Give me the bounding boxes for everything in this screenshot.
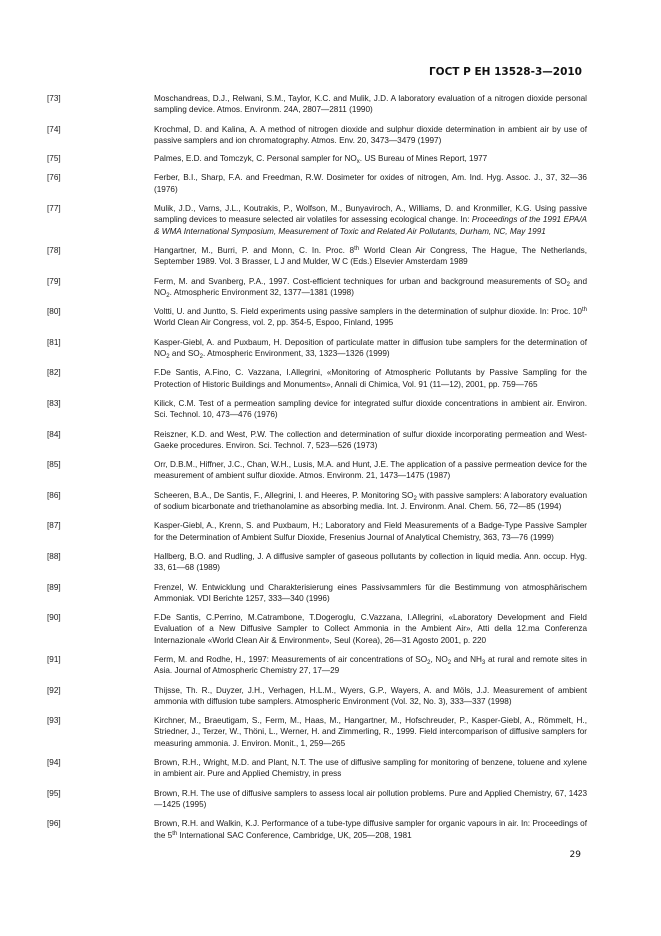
reference-text <box>154 398 587 421</box>
reference-entry <box>47 172 587 195</box>
reference-number: [79] <box>47 276 61 286</box>
reference-entry <box>47 93 587 116</box>
superscript-text: th <box>581 307 587 314</box>
text-segment: Brown, R.H. and Walkin, K.J. Performance of a tube-type diffusive sampler for organic vapours in air. In: Proceedings of the 5 <box>154 819 587 840</box>
reference-entry <box>47 367 587 390</box>
reference-text <box>154 93 587 116</box>
reference-number: [82] <box>47 368 61 378</box>
reference-text <box>154 654 587 677</box>
reference-number: [95] <box>47 788 61 798</box>
reference-entry <box>47 398 587 421</box>
text-segment: at rural and remote sites in Asia. Journal of Atmospheric Chemistry 27, 17—29 <box>154 654 587 676</box>
text-segment: . US Bureau of Mines Report, 1977 <box>359 154 488 164</box>
text-segment: Moschandreas, D.J., Relwani, S.M., Taylor, K.C. and Mulik, J.D. A laboratory evaluation of a nitrogen dioxide personal sampling device. Atmos. Environm. 24A, 2807—2811 (1990) <box>154 94 587 115</box>
text-segment: Voltti, U. and Juntto, S. Field experiments using passive samplers in the determination of sulphur dioxide. In: Proc. 10 <box>154 307 582 317</box>
subscript-text: 2 <box>166 292 170 299</box>
text-segment: Thijsse, Th. R., Duyzer, J.H., Verhagen, H.L.M., Wyers, G.P., Wayers, A. and Möls, J.J. Measurement of ambient ammonia with diffusion tube samplers. Atmospheric Environment (Vol. 32, No. 3), 333—337 (1998) <box>154 685 587 706</box>
reference-number: [81] <box>47 337 61 347</box>
reference-number: [90] <box>47 613 61 623</box>
reference-text <box>154 788 587 811</box>
reference-entry <box>47 612 587 646</box>
reference-text <box>154 337 587 360</box>
text-segment: . Atmospheric Environment 32, 1377—1381 (1998) <box>169 287 354 297</box>
text-segment: and NH <box>451 654 482 664</box>
reference-text <box>154 818 587 841</box>
reference-text <box>154 124 587 147</box>
text-segment: Ferm, M. and Svanberg, P.A., 1997. Cost-efficient techniques for urban and background measurements of SO <box>154 276 567 286</box>
reference-text <box>154 306 587 329</box>
reference-number: [91] <box>47 654 61 664</box>
text-segment: Brown, R.H. The use of diffusive samplers to assess local air pollution problems. Pure and Applied Chemistry, 67, 1423—1425 (1995) <box>154 788 587 809</box>
subscript-text: 2 <box>199 354 204 361</box>
reference-text <box>154 245 587 268</box>
reference-text <box>154 685 587 708</box>
superscript-text: th <box>354 245 360 252</box>
subscript-text: 2 <box>566 281 570 288</box>
text-segment: Kirchner, M., Braeutigam, S., Ferm, M., Haas, M., Hangartner, M., Hofschreuder, P., Kasper-Giebl, A., Römmelt, H., Striedner, J., Terzer, W., Thöni, L., Werner, H. and Zimmerling, R., 1999. Field intercomparison of diffusive samplers for measuring ammonia. J. Environ. Monit., 1, 259—265 <box>154 716 587 748</box>
reference-text <box>154 551 587 574</box>
reference-number: [73] <box>47 94 61 103</box>
subscript-text: x <box>356 159 360 166</box>
reference-entry <box>47 520 587 543</box>
reference-entry <box>47 306 587 329</box>
text-segment: Ferm, M. and Rodhe, H., 1997: Measurements of air concentrations of SO <box>154 654 428 664</box>
text-segment: . Atmospheric Environment, 33, 1323—1326 (1999) <box>203 349 390 359</box>
text-segment: International SAC Conference, Cambridge, UK, 205—208, 1981 <box>177 830 412 840</box>
text-segment: Kilick, C.M. Test of a permeation sampling device for integrated sulfur dioxide concentrations in ambient air. Environ. Sci. Technol. 10, 473—476 (1976) <box>154 398 587 420</box>
reference-entry <box>47 490 587 513</box>
reference-entry <box>47 582 587 605</box>
reference-number: [74] <box>47 124 61 134</box>
reference-entry <box>47 153 587 164</box>
reference-text <box>154 715 587 749</box>
subscript-text: 2 <box>413 495 417 502</box>
text-segment: Orr, D.B.M., Hiffner, J.C., Chan, W.H., Lusis, M.A. and Hunt, J.E. The application of a passive permeation device for the measurement of ambient sulfur dioxide. Atmos. Environm. 21, 1473—1475 (1987) <box>154 460 587 481</box>
reference-number: [87] <box>47 521 61 531</box>
subscript-text: 2 <box>166 354 170 361</box>
reference-number: [83] <box>47 398 61 408</box>
superscript-text: th <box>172 830 178 837</box>
text-segment: , NO <box>430 654 448 664</box>
reference-text <box>154 520 587 543</box>
text-segment: Kasper-Giebl, A. and Puxbaum, H. Deposition of particulate matter in diffusion tube samplers for the determination of NO <box>154 337 587 359</box>
text-segment: and SO <box>169 349 200 359</box>
text-segment: Brown, R.H., Wright, M.D. and Plant, N.T. The use of diffusive sampling for monitoring of benzene, toluene and xylene in ambient air. Pure and Applied Chemistry, in press <box>154 758 587 779</box>
text-segment: F.De Santis, C.Perrino, M.Catrambone, T.Dogeroglu, C.Vazzana, I.Allegrini, «Laboratory Development and Field Evaluation of a New Diffusive Sampler to Collect Ammonia in the Ambient Air», Atti della 12.ma Conferenza Internazionale «World Clean Air & Environment», Seul (Korea), 26—31 Agosto 2001, p. 220 <box>154 613 587 645</box>
reference-entry <box>47 818 587 841</box>
reference-text <box>154 367 587 390</box>
reference-entry <box>47 788 587 811</box>
text-segment: with passive samplers: A laboratory evaluation of sodium bicarbonate and triethanolamine as absorbing media. Int. J. Environm. Anal. Chem. 56, 72—85 (1994) <box>154 490 588 512</box>
reference-entry <box>47 245 587 268</box>
text-segment: Krochmal, D. and Kalina, A. A method of nitrogen dioxide and sulphur dioxide determination in ambient air by use of passive samplers and ion chromatography. Atmos. Env. 20, 3473—3479 (1997) <box>154 124 587 145</box>
subscript-text: 2 <box>447 659 452 666</box>
text-segment: Hallberg, B.O. and Rudling, J. A diffusive sampler of gaseous pollutants by collection in liquid media. Ann. occup. Hyg. 33, 61—68 (1989) <box>154 551 587 573</box>
reference-entry <box>47 685 587 708</box>
reference-text <box>154 153 587 164</box>
reference-entry <box>47 654 587 677</box>
reference-text <box>154 582 587 605</box>
text-segment: Palmes, E.D. and Tomczyk, C. Personal sampler for NO <box>154 154 357 164</box>
text-segment: F.De Santis, A.Fino, C. Vazzana, I.Allegrini, «Monitoring of Atmospheric Pollutants by Passive Sampling for the Protection of Historic Buildings and Monuments», Annali di Chimica, Vol. 91 (11—12), 2001, pp. 759—765 <box>154 368 587 389</box>
text-segment: Ferber, B.I., Sharp, F.A. and Freedman, R.W. Dosimeter for oxides of nitrogen, Am. Ind. Hyg. Assoc. J., 37, 32—36 (1976) <box>154 173 587 194</box>
text-segment: Reiszner, K.D. and West, P.W. The collection and determination of sulfur dioxide incorporating permeation and West-Gaeke procedures. Environ. Sci. Technol. 7, 523—526 (1973) <box>154 429 587 450</box>
reference-text <box>154 429 587 452</box>
reference-entry <box>47 203 587 237</box>
text-segment: Frenzel, W. Entwicklung und Charakterisierung eines Passivsammlers für die Bestimmung von atmosphärischem Ammoniak. VDI Berichte 1257, 333—340 (1996) <box>154 582 587 603</box>
text-segment: Mulik, J.D., Varns, J.L., Koutrakis, P., Wolfson, M., Bunyaviroch, A., Williams, D. and Kronmiller, K.G. Using passive sampling devices to measure selected air volatiles for assessing ecological change. In: <box>154 204 587 225</box>
reference-number: [85] <box>47 460 61 470</box>
reference-number: [94] <box>47 758 61 768</box>
reference-number: [86] <box>47 490 61 500</box>
italic-text: Proceedings of the 1991 EPA/A & WMA International Symposium, Measurement of Toxic and Related Air Pollutants, Durham, NC, May 1991 <box>154 215 587 236</box>
reference-text <box>154 757 587 780</box>
reference-number: [92] <box>47 685 61 695</box>
page-number: 29 <box>569 850 581 860</box>
reference-number: [96] <box>47 819 61 829</box>
reference-number: [89] <box>47 582 61 592</box>
reference-number: [78] <box>47 245 61 255</box>
standard-code-header: ГОСТ Р ЕН 13528-3—2010 <box>428 66 582 78</box>
reference-entry <box>47 276 587 299</box>
text-segment: Hangartner, M., Burri, P. and Monn, C. In. Proc. 8 <box>154 245 355 255</box>
reference-text <box>154 490 587 513</box>
reference-entry <box>47 715 587 749</box>
reference-entry <box>47 429 587 452</box>
text-segment: and NO <box>154 276 588 297</box>
subscript-text: 3 <box>481 659 486 666</box>
reference-text <box>154 612 587 646</box>
reference-number: [88] <box>47 551 61 561</box>
reference-list <box>47 93 587 841</box>
reference-number: [76] <box>47 173 61 183</box>
reference-text <box>154 203 587 237</box>
reference-text <box>154 172 587 195</box>
reference-entry <box>47 757 587 780</box>
text-segment: Scheeren, B.A., De Santis, F., Allegrini, I. and Heeres, P. Monitoring SO <box>154 490 414 500</box>
subscript-text: 2 <box>427 659 431 666</box>
reference-number: [93] <box>47 716 61 726</box>
reference-text <box>154 276 587 299</box>
text-segment: Kasper-Giebl, A., Krenn, S. and Puxbaum, H.; Laboratory and Field Measurements of a Badge-Type Passive Sampler for the Determination of Ambient Sulfur Dioxide, Fresenius Journal of Analytical Chemistry, 363, 73—76 (1999) <box>154 521 587 542</box>
reference-number: [75] <box>47 154 61 164</box>
reference-number: [80] <box>47 307 61 317</box>
reference-entry <box>47 124 587 147</box>
reference-number: [77] <box>47 204 61 214</box>
text-segment: World Clean Air Congress, vol. 2, pp. 354-5, Espoo, Finland, 1995 <box>154 318 394 328</box>
reference-text <box>154 459 587 482</box>
reference-entry <box>47 459 587 482</box>
text-segment: World Clean Air Congress, The Hague, The Netherlands, September 1989. Vol. 3 Brasser, L J and Mulder, W C (Eds.) Elsevier Amsterdam 1989 <box>154 245 587 267</box>
reference-entry <box>47 337 587 360</box>
reference-entry <box>47 551 587 574</box>
reference-number: [84] <box>47 429 61 439</box>
